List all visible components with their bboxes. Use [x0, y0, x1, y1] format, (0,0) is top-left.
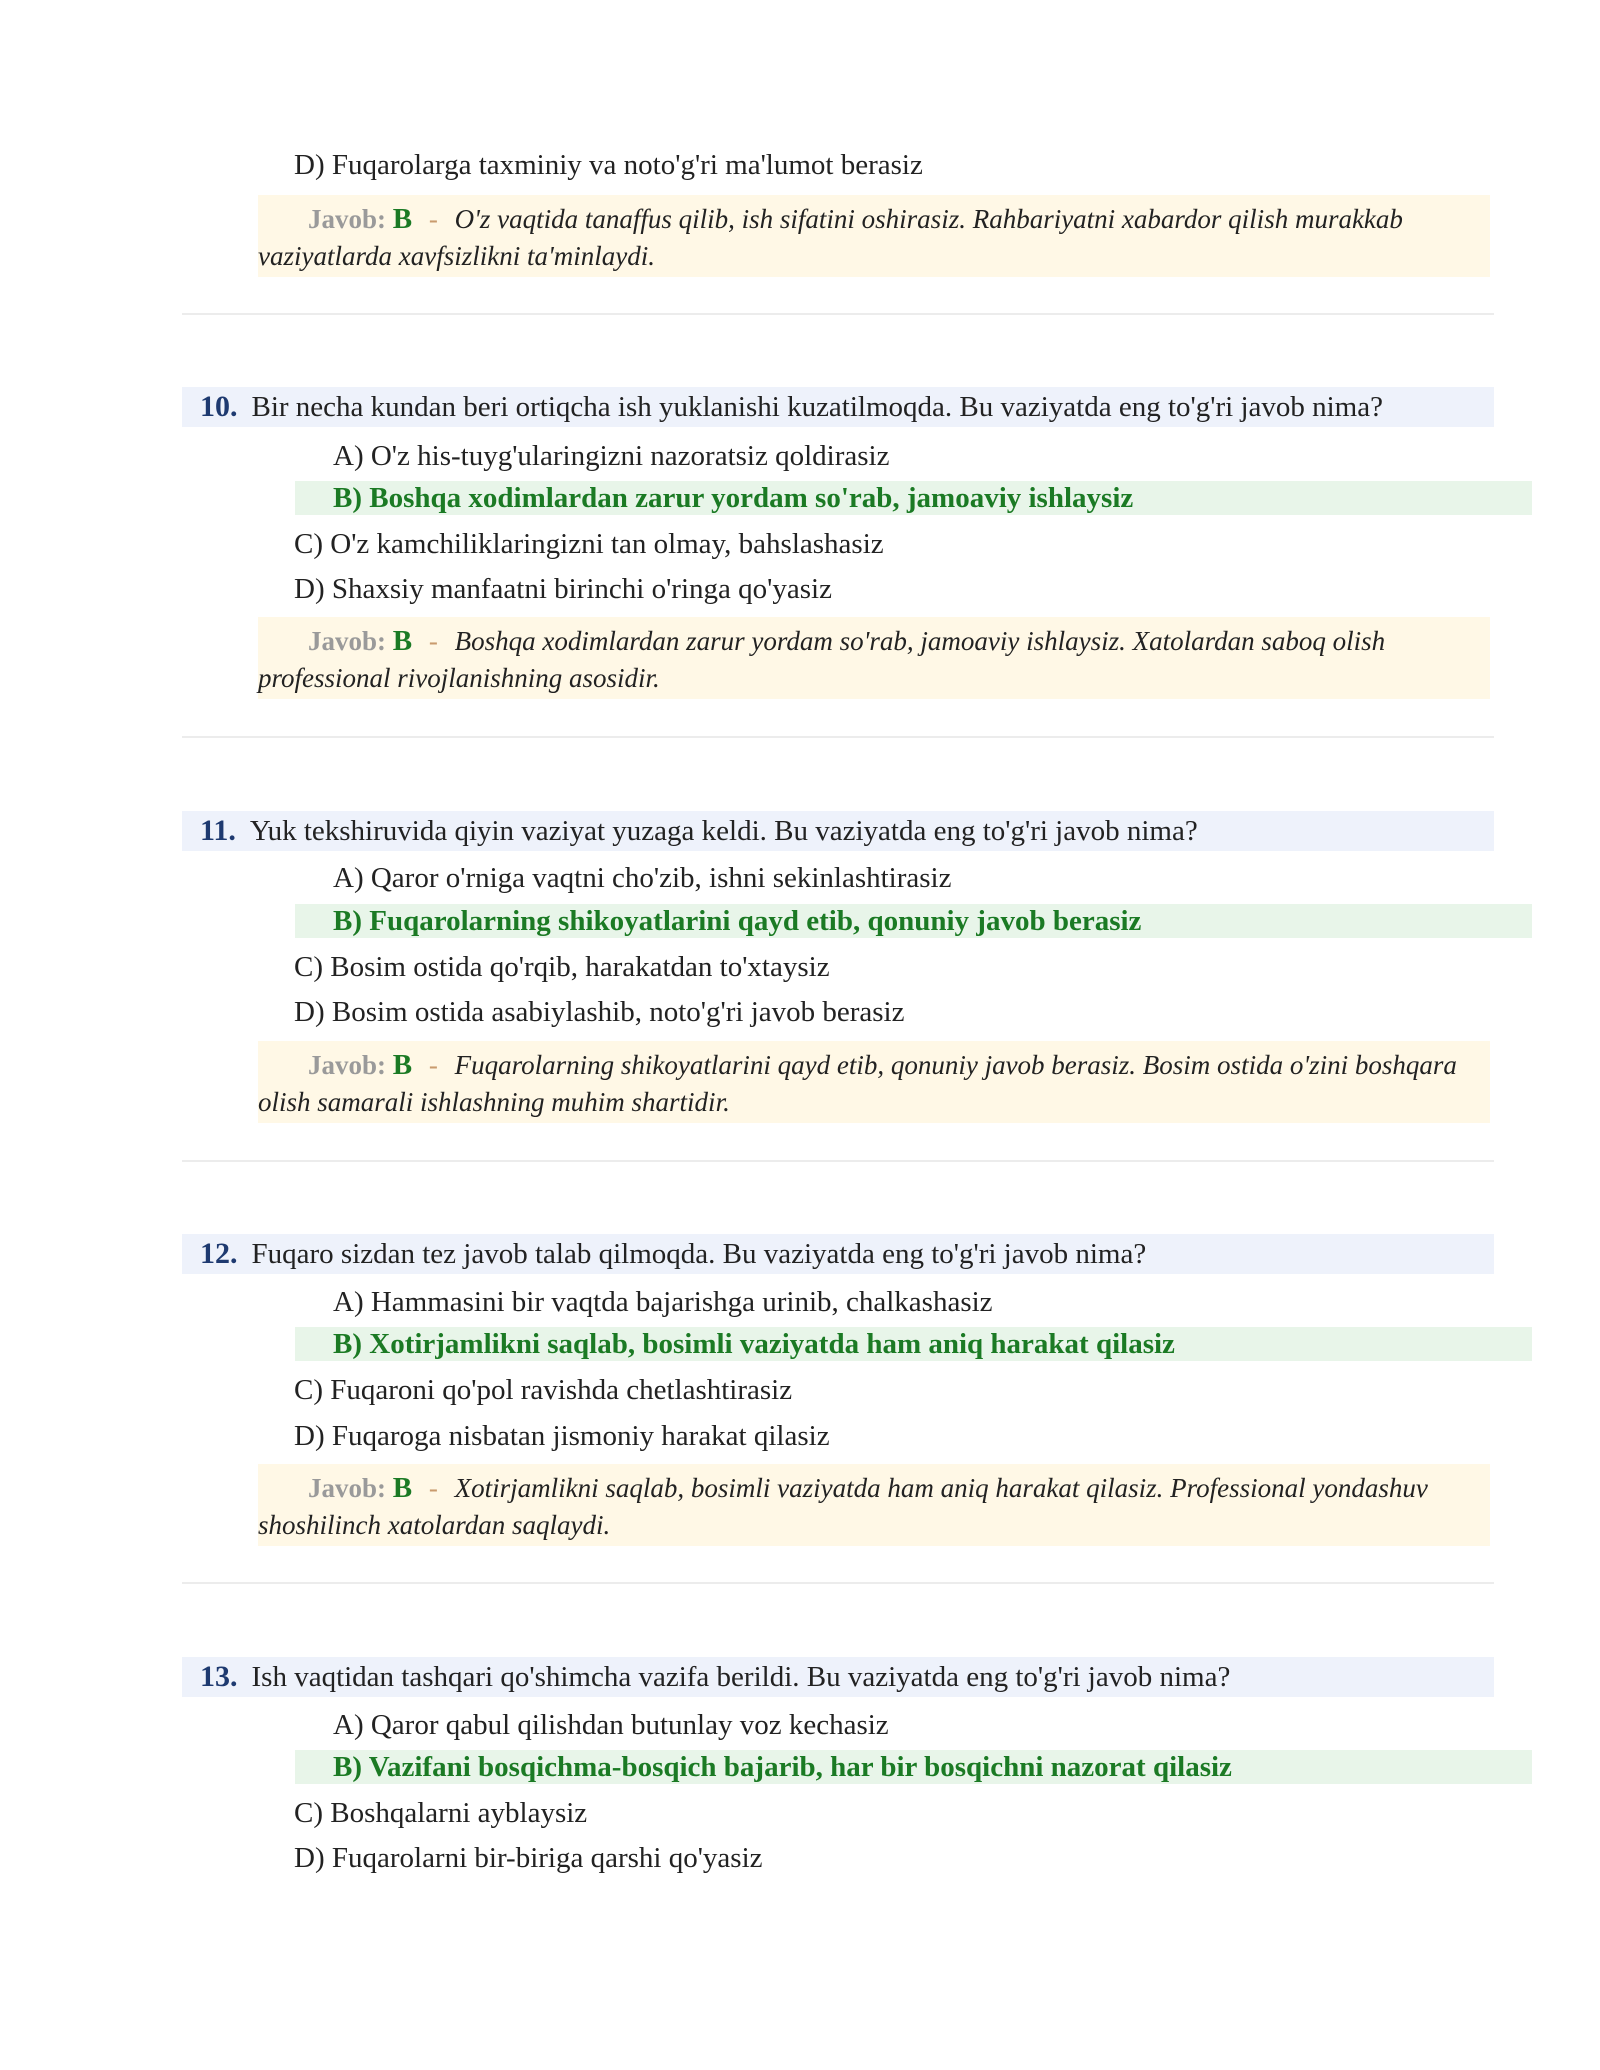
option-d: D) Fuqarolarni bir-biriga qarshi qo'yasiz: [294, 1842, 763, 1874]
question-number: 10.: [200, 390, 238, 423]
option-a: A) O'z his-tuyg'ularingizni nazoratsiz qoldirasiz: [333, 440, 890, 472]
answer-letter: B: [392, 203, 413, 235]
answer-label: Javob:: [308, 1050, 387, 1080]
option-b-correct: B) Xotirjamlikni saqlab, bosimli vaziyatda ham aniq harakat qilasiz: [295, 1327, 1532, 1361]
option-c: C) Boshqalarni ayblaysiz: [294, 1797, 588, 1829]
option-c: C) Bosim ostida qo'rqib, harakatdan to'xtaysiz: [294, 951, 830, 983]
option-b-correct: B) Fuqarolarning shikoyatlarini qayd etib, qonuniy javob berasiz: [295, 904, 1532, 938]
answer-explanation: [258, 1041, 1490, 1123]
answer-separator: -: [428, 626, 438, 656]
divider: [182, 313, 1494, 315]
answer-explanation: [258, 195, 1490, 277]
answer-separator: -: [428, 1473, 438, 1503]
option-a: A) Hammasini bir vaqtda bajarishga urinib, chalkashasiz: [333, 1286, 993, 1318]
answer-label: Javob:: [308, 626, 387, 656]
option-d: D) Shaxsiy manfaatni birinchi o'ringa qo'yasiz: [294, 573, 832, 605]
answer-letter: B: [392, 1049, 413, 1081]
option-a: A) Qaror qabul qilishdan butunlay voz kechasiz: [333, 1709, 889, 1741]
option-c: C) O'z kamchiliklaringizni tan olmay, bahslashasiz: [294, 528, 884, 560]
answer-label: Javob:: [308, 1473, 387, 1503]
question-text: Yuk tekshiruvida qiyin vaziyat yuzaga keldi. Bu vaziyatda eng to'g'ri javob nima?: [249, 815, 1198, 847]
question-header: [182, 811, 1494, 851]
answer-text: O'z vaqtida tanaffus qilib, ish sifatini oshirasiz. Rahbariyatni xabardor qilish murakkab vaziyatlarda xavfsizlikni ta'minlaydi.: [258, 204, 1403, 271]
option-d: D) Fuqarolarga taxminiy va noto'g'ri ma'lumot berasiz: [294, 149, 923, 181]
option-b-correct: B) Boshqa xodimlardan zarur yordam so'rab, jamoaviy ishlaysiz: [295, 481, 1532, 515]
answer-text: Fuqarolarning shikoyatlarini qayd etib, qonuniy javob berasiz. Bosim ostida o'zini boshqara olish samarali ishlashning muhim shartidir.: [258, 1050, 1457, 1117]
option-c: C) Fuqaroni qo'pol ravishda chetlashtirasiz: [294, 1374, 793, 1406]
answer-text: Boshqa xodimlardan zarur yordam so'rab, jamoaviy ishlaysiz. Xatolardan saboq olish professional rivojlanishning asosidir.: [258, 626, 1386, 693]
question-header: [182, 1234, 1494, 1274]
answer-letter: B: [392, 625, 413, 657]
question-number: 11.: [200, 814, 236, 847]
option-d: D) Bosim ostida asabiylashib, noto'g'ri javob berasiz: [294, 996, 905, 1028]
answer-separator: -: [428, 1050, 438, 1080]
divider: [182, 1582, 1494, 1584]
option-a: A) Qaror o'rniga vaqtni cho'zib, ishni sekinlashtirasiz: [333, 862, 952, 894]
question-text: Fuqaro sizdan tez javob talab qilmoqda. Bu vaziyatda eng to'g'ri javob nima?: [251, 1238, 1147, 1270]
answer-label: Javob:: [308, 204, 387, 234]
divider: [182, 736, 1494, 738]
question-header: [182, 387, 1494, 427]
answer-explanation: [258, 617, 1490, 699]
question-header: [182, 1657, 1494, 1697]
option-b-correct: B) Vazifani bosqichma-bosqich bajarib, har bir bosqichni nazorat qilasiz: [295, 1750, 1532, 1784]
answer-separator: -: [428, 204, 438, 234]
question-text: Bir necha kundan beri ortiqcha ish yuklanishi kuzatilmoqda. Bu vaziyatda eng to'g'ri javob nima?: [251, 391, 1383, 423]
answer-explanation: [258, 1464, 1490, 1546]
question-number: 13.: [200, 1660, 238, 1693]
question-number: 12.: [200, 1237, 238, 1270]
divider: [182, 1160, 1494, 1162]
answer-letter: B: [392, 1472, 413, 1504]
option-d: D) Fuqaroga nisbatan jismoniy harakat qilasiz: [294, 1420, 830, 1452]
answer-text: Xotirjamlikni saqlab, bosimli vaziyatda ham aniq harakat qilasiz. Professional yondashuv shoshilinch xatolardan saqlaydi.: [258, 1473, 1428, 1540]
question-text: Ish vaqtidan tashqari qo'shimcha vazifa berildi. Bu vaziyatda eng to'g'ri javob nima?: [251, 1661, 1231, 1693]
